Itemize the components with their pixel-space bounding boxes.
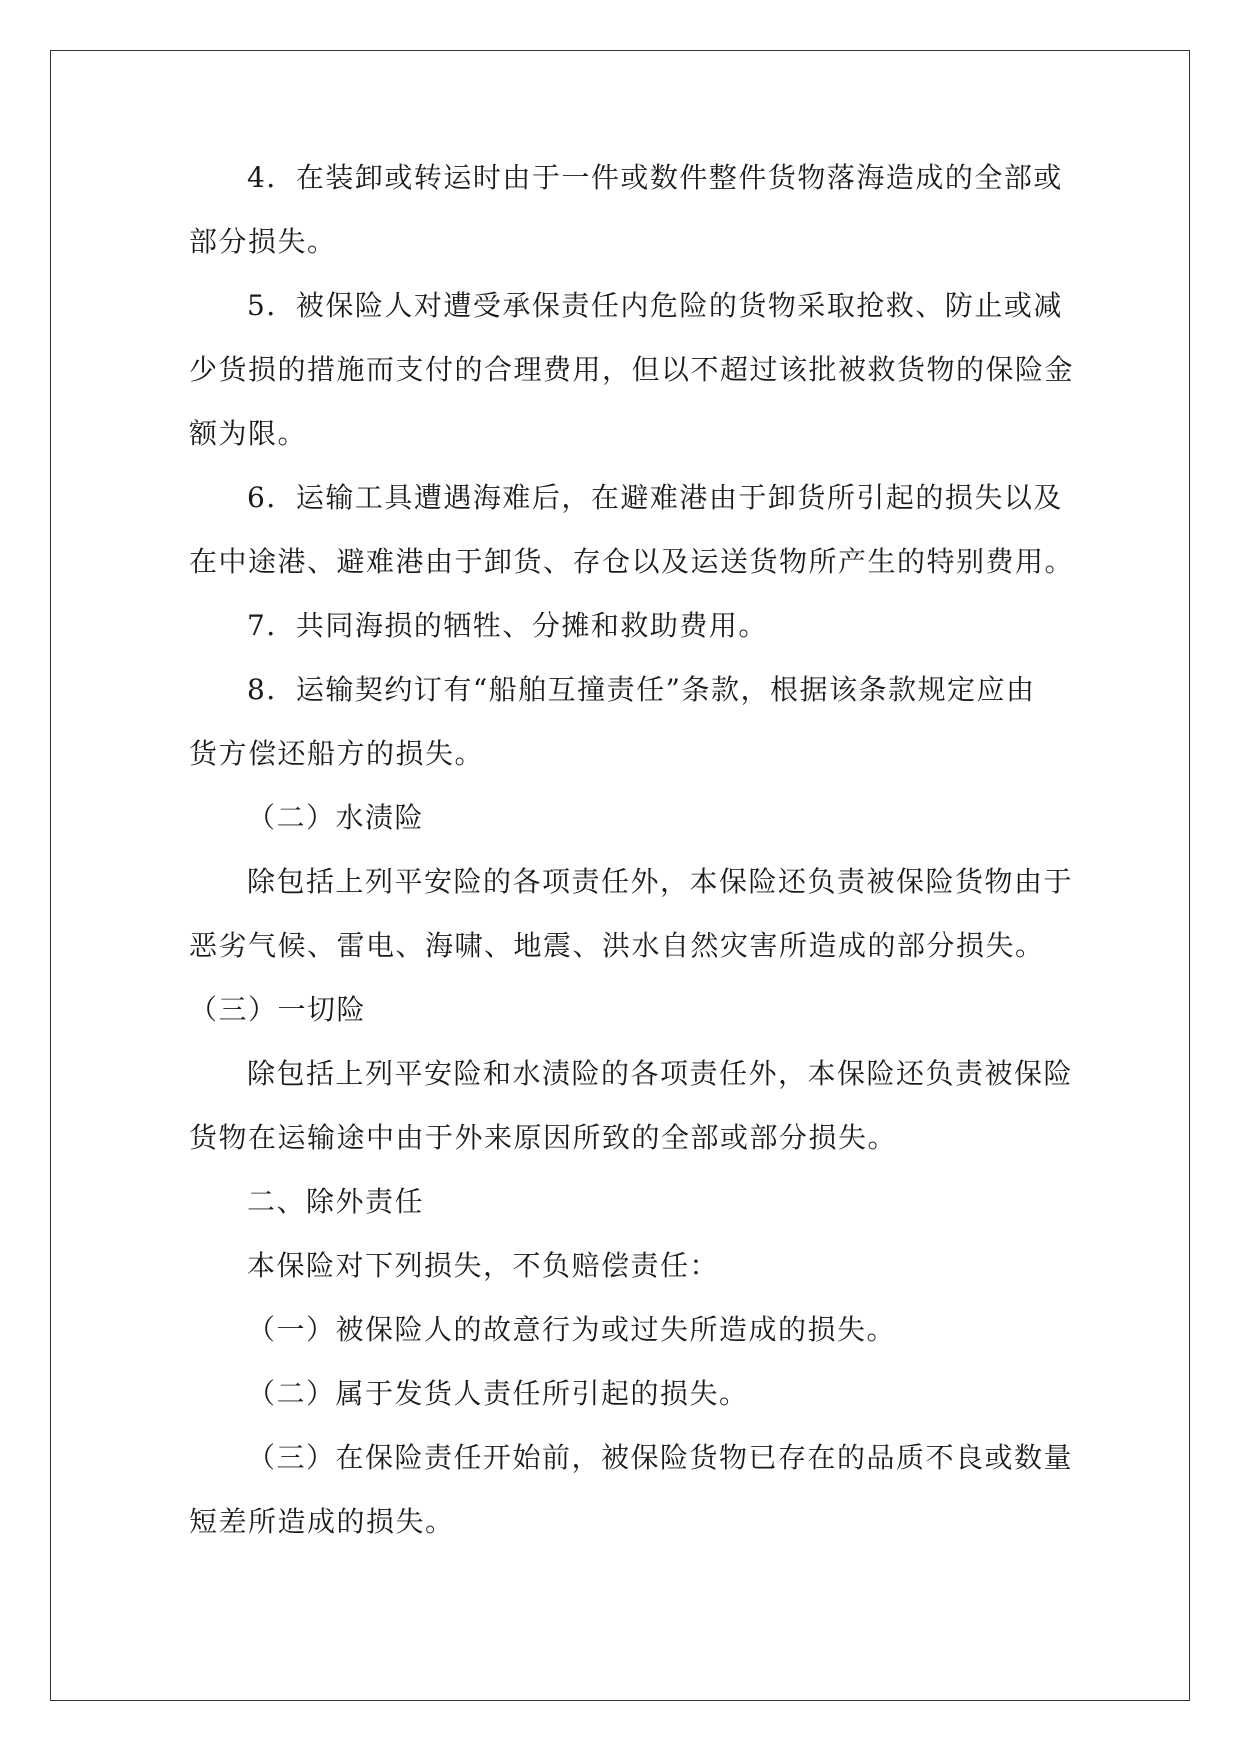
paragraph-line: 恶劣气候、雷电、海啸、地震、洪水自然灾害所造成的部分损失。 — [189, 929, 1045, 962]
paragraph-line: 除包括上列平安险的各项责任外，本保险还负责被保险货物由于 — [247, 865, 1074, 898]
paragraph-line: 在中途港、避难港由于卸货、存仓以及运送货物所产生的特别费用。 — [189, 545, 1075, 578]
paragraph-line: 货物在运输途中由于外来原因所致的全部或部分损失。 — [189, 1121, 898, 1154]
paragraph-line: 少货损的措施而支付的合理费用，但以不超过该批被救货物的保险金 — [189, 353, 1075, 386]
section-heading: （二）水渍险 — [247, 801, 425, 834]
list-item: （二）属于发货人责任所引起的损失。 — [247, 1377, 749, 1410]
list-item: （一）被保险人的故意行为或过失所造成的损失。 — [247, 1313, 897, 1346]
paragraph-line: 5．被保险人对遭受承保责任内危险的货物采取抢救、防止或减 — [247, 289, 1063, 322]
list-item: （三）在保险责任开始前，被保险货物已存在的品质不良或数量 — [247, 1441, 1074, 1474]
section-heading: 二、除外责任 — [247, 1185, 425, 1218]
section-heading: （三）一切险 — [189, 993, 367, 1026]
paragraph-line: 额为限。 — [189, 417, 308, 450]
paragraph-line: 本保险对下列损失，不负赔偿责任： — [247, 1249, 720, 1282]
paragraph-line: 货方偿还船方的损失。 — [189, 737, 485, 770]
paragraph-line: 4．在装卸或转运时由于一件或数件整件货物落海造成的全部或 — [247, 161, 1063, 194]
paragraph-line: 除包括上列平安险和水渍险的各项责任外，本保险还负责被保险 — [247, 1057, 1074, 1090]
paragraph-line: 短差所造成的损失。 — [189, 1505, 455, 1538]
paragraph-line: 6．运输工具遭遇海难后，在避难港由于卸货所引起的损失以及 — [247, 481, 1063, 514]
paragraph-line: 7．共同海损的牺牲、分摊和救助费用。 — [247, 609, 768, 642]
paragraph-line: 8．运输契约订有“船舶互撞责任”条款，根据该条款规定应由 — [247, 673, 1036, 706]
paragraph-line: 部分损失。 — [189, 225, 337, 258]
